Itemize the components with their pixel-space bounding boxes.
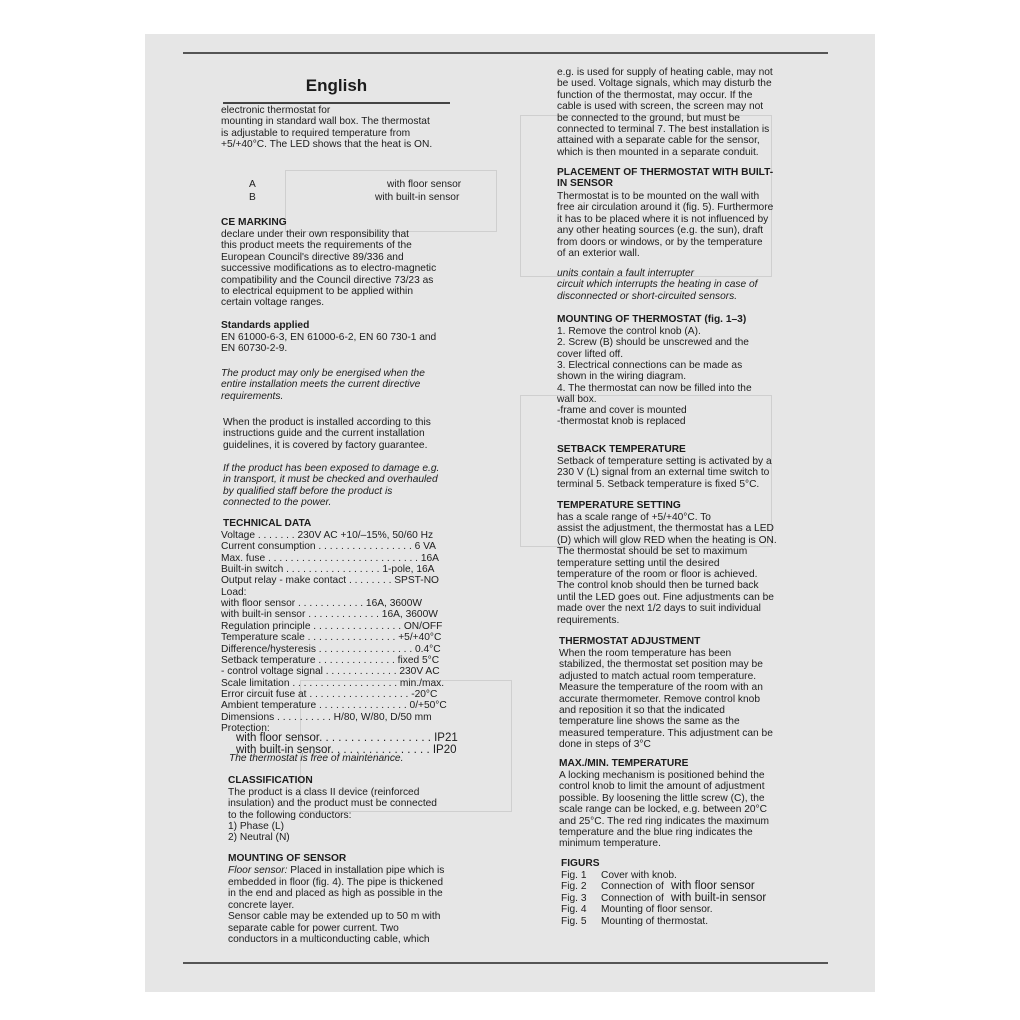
mounting-step: 2. Screw (B) should be unscrewed and the: [557, 337, 749, 349]
setting-line: made over the next 1/2 days to suit individual: [557, 603, 761, 615]
sensor-text-line: separate cable for power current. Two: [228, 922, 399, 934]
placement-line: free air circulation around it (fig. 5). Furthermore: [557, 202, 774, 214]
bottom-rule: [183, 962, 828, 964]
continued-text-line: cable is used with screen, the screen may not: [557, 101, 764, 113]
tech-data-row: Protection:: [221, 722, 270, 734]
placement-line: Thermostat is to be mounted on the wall with: [557, 191, 760, 202]
floor-sensor-label: Floor sensor:: [228, 865, 288, 876]
section-heading: IN SENSOR: [557, 178, 614, 190]
tech-data-row: Error circuit fuse at . . . . . . . . . . . . . . . . . . -20°C: [221, 688, 438, 700]
setting-line: temperature setting until the desired: [557, 557, 720, 569]
mounting-step: 3. Electrical connections can be made as: [557, 359, 743, 371]
figure-description: Cover with knob.: [601, 870, 677, 881]
continued-text-line: e.g. is used for supply of heating cable, may not: [557, 67, 773, 78]
setting-line: (D) which will glow RED when the heating is ON.: [557, 534, 777, 546]
tech-data-row: Temperature scale . . . . . . . . . . . . . . . . +5/+40°C: [221, 632, 442, 644]
protection-row: with floor sensor. . . . . . . . . . . . . . . . . . IP21: [236, 732, 458, 744]
mounting-step: wall box.: [557, 393, 597, 405]
protection-row: with built-in sensor. . . . . . . . . . . . . . . . IP20: [236, 744, 457, 756]
maxmin-line: A locking mechanism is positioned behind the: [559, 770, 765, 781]
section-heading: TEMPERATURE SETTING: [557, 500, 681, 511]
setting-line: until the LED goes out. Fine adjustments can be: [557, 591, 774, 603]
energised-note-line: requirements.: [221, 390, 284, 402]
tech-data-row: Load:: [221, 586, 247, 598]
continued-text-line: be connected to the ground, but must be: [557, 112, 740, 124]
figure-number: Fig. 5: [561, 915, 587, 927]
tech-data-row: with built-in sensor . . . . . . . . . . . . . 16A, 3600W: [221, 609, 438, 621]
section-heading: SETBACK TEMPERATURE: [557, 444, 686, 455]
maxmin-line: minimum temperature.: [559, 838, 661, 850]
setting-line: requirements.: [557, 614, 620, 626]
language-title-box: [223, 72, 450, 104]
adjustment-line: done in steps of 3°C: [559, 739, 651, 751]
intro-line: electronic thermostat for: [221, 105, 331, 116]
ce-text-line: successive modifications as to electro-magnetic: [221, 263, 437, 275]
section-heading: FIGURS: [561, 858, 600, 869]
adjustment-line: Measure the temperature of the room with an: [559, 682, 763, 694]
figure-description-large: with built-in sensor: [671, 891, 767, 904]
damage-note-line: in transport, it must be checked and overhauled: [223, 474, 438, 486]
classification-line: insulation) and the product must be connected: [228, 798, 437, 810]
section-heading: MAX./MIN. TEMPERATURE: [559, 758, 689, 769]
continued-text-line: function of the thermostat, may occur. If the: [557, 89, 753, 101]
setting-line: has a scale range of +5/+40°C. To: [557, 512, 711, 523]
setback-line: Setback of temperature setting is activated by a: [557, 456, 772, 467]
language-title: English: [305, 76, 368, 95]
top-rule: [183, 52, 828, 54]
continued-text-line: attained with a separate cable for the sensor,: [557, 135, 760, 147]
section-heading: TECHNICAL DATA: [223, 518, 312, 529]
placement-line: it has to be placed where it is not influenced by: [557, 213, 769, 225]
tech-data-row: Output relay - make contact . . . . . . . . SPST-NO: [221, 575, 439, 587]
adjustment-line: adjusted to match actual room temperature.: [559, 670, 757, 682]
tech-data-row: Voltage . . . . . . . 230V AC +10/–15%, 50/60 Hz: [221, 530, 434, 541]
standards-line: EN 60730-2-9.: [221, 343, 288, 355]
variant-code: B: [249, 192, 256, 203]
variant-desc: with floor sensor: [387, 179, 462, 190]
guarantee-line: When the product is installed according to this: [223, 417, 431, 428]
setting-line: assist the adjustment, the thermostat has a LED: [557, 523, 774, 535]
adjustment-line: and reposition it so that the indicated: [559, 705, 725, 716]
intro-line: +5/+40°C. The LED shows that the heat is ON.: [221, 139, 433, 151]
fault-note-line: circuit which interrupts the heating in case of: [557, 279, 758, 291]
placement-line: any other heating sources (e.g. the sun), draft: [557, 225, 764, 237]
standards-line: EN 61000-6-3, EN 61000-6-2, EN 60 730-1 and: [221, 332, 437, 343]
tech-data-row: Current consumption . . . . . . . . . . . . . . . . . 6 VA: [221, 541, 436, 553]
setback-line: 230 V (L) signal from an external time switch to: [557, 467, 770, 479]
placement-line: of an exterior wall.: [557, 248, 640, 259]
mounting-step: cover lifted off.: [557, 348, 624, 360]
variant-desc: with built-in sensor: [375, 192, 460, 203]
setting-line: The control knob should then be turned back: [557, 580, 759, 592]
variant-code: A: [249, 179, 256, 190]
ce-text-line: this product meets the requirements of the: [221, 240, 412, 252]
tech-data-row: Difference/hysteresis . . . . . . . . . . . . . . . . . 0.4°C: [221, 643, 441, 655]
sensor-text-line: embedded in floor (fig. 4). The pipe is thickened: [228, 877, 444, 888]
ce-text-line: compatibility and the Council directive 73/23 as: [221, 274, 434, 286]
setting-line: The thermostat should be set to maximum: [557, 546, 748, 558]
section-heading: THERMOSTAT ADJUSTMENT: [559, 636, 701, 647]
maxmin-line: and 25°C. The red ring indicates the maximum: [559, 815, 770, 827]
tech-data-row: with floor sensor . . . . . . . . . . . . 16A, 3600W: [221, 598, 422, 610]
continued-text-line: connected to terminal 7. The best installation is: [557, 124, 770, 135]
tech-data-row: Max. fuse . . . . . . . . . . . . . . . . . . . . . . . . . . . 16A: [221, 552, 439, 564]
adjustment-line: temperature line shows the same as the: [559, 716, 740, 728]
tech-data-row: Regulation principle . . . . . . . . . . . . . . . . ON/OFF: [221, 620, 443, 632]
figure-description: Connection of: [601, 881, 664, 893]
mounting-step: 1. Remove the control knob (A).: [557, 326, 701, 337]
tech-data-row: Ambient temperature . . . . . . . . . . . . . . . . 0/+50°C: [221, 700, 447, 712]
figure-number: Fig. 3: [561, 892, 587, 904]
section-heading: PLACEMENT OF THERMOSTAT WITH BUILT-: [557, 167, 774, 178]
damage-note-line: If the product has been exposed to damage e.g.: [223, 463, 440, 474]
intro-line: mounting in standard wall box. The thermostat: [221, 116, 430, 128]
tech-data-row: - control voltage signal . . . . . . . . . . . . . 230V AC: [221, 666, 440, 678]
conductor-row: 1) Phase (L): [228, 821, 285, 832]
mounting-step: shown in the wiring diagram.: [557, 371, 687, 383]
intro-line: is adjustable to required temperature from: [221, 127, 411, 139]
ce-text-line: to electrical equipment to be applied within: [221, 286, 413, 297]
adjustment-line: stabilized, the thermostat set position may be: [559, 659, 763, 671]
adjustment-line: When the room temperature has been: [559, 648, 732, 659]
continued-text-line: which is then mounted in a separate conduit.: [557, 146, 759, 158]
guarantee-line: instructions guide and the current installation: [223, 428, 425, 440]
maintenance-note: The thermostat is free of maintenance.: [229, 753, 404, 764]
figure-description: Mounting of floor sensor.: [601, 904, 713, 916]
section-heading: MOUNTING OF THERMOSTAT (fig. 1–3): [557, 314, 747, 325]
figure-number: Fig. 1: [561, 870, 587, 881]
mounting-step: 4. The thermostat can now be filled into the: [557, 382, 752, 394]
guarantee-line: guidelines, it is covered by factory guarantee.: [223, 439, 428, 451]
energised-note-line: The product may only be energised when the: [221, 368, 425, 379]
section-heading: CLASSIFICATION: [228, 775, 313, 786]
ce-text-line: European Council's directive 89/336 and: [221, 251, 404, 263]
maxmin-line: temperature and the blue ring indicates the: [559, 827, 753, 838]
placement-line: from doors or windows, or by the temperature: [557, 236, 763, 248]
damage-note-line: connected to the power.: [223, 497, 332, 509]
section-heading: Standards applied: [221, 320, 310, 331]
ce-text-line: certain voltage ranges.: [221, 297, 325, 309]
maxmin-line: scale range can be locked, e.g. between 20°C: [559, 804, 767, 816]
continued-text-line: be used. Voltage signals, which may disturb the: [557, 78, 772, 90]
section-heading: MOUNTING OF SENSOR: [228, 853, 347, 864]
tech-data-row: Scale limitation . . . . . . . . . . . . . . . . . . . min./max.: [221, 677, 445, 689]
adjustment-line: measured temperature. This adjustment can be: [559, 727, 773, 739]
sensor-first-line: [228, 865, 444, 876]
tech-data-row: Built-in switch . . . . . . . . . . . . . . . . . 1-pole, 16A: [221, 564, 435, 576]
fault-note-line: disconnected or short-circuited sensors.: [557, 290, 738, 302]
setting-line: temperature of the room or floor is achieved.: [557, 569, 758, 580]
maxmin-line: control knob to limit the amount of adjustment: [559, 781, 765, 793]
sensor-text-line: conductors in a multiconducting cable, which: [228, 934, 430, 945]
mounting-step: -frame and cover is mounted: [557, 405, 687, 417]
figure-description-large: with floor sensor: [671, 880, 755, 893]
sensor-text-line: Sensor cable may be extended up to 50 m with: [228, 911, 441, 923]
conductor-row: 2) Neutral (N): [228, 832, 290, 844]
fault-note-line: units contain a fault interrupter: [557, 268, 695, 279]
tech-data-row: Dimensions . . . . . . . . . . H/80, W/80, D/50 mm: [221, 711, 432, 723]
classification-line: The product is a class II device (reinforced: [228, 787, 420, 798]
sensor-text: Placed in installation pipe which is: [287, 865, 445, 876]
figure-description: Mounting of thermostat.: [601, 915, 709, 927]
maxmin-line: possible. By loosening the little screw (C), the: [559, 792, 765, 804]
figure-number: Fig. 2: [561, 881, 587, 893]
adjustment-line: accurate thermometer. Remove control knob: [559, 693, 761, 705]
tech-data-row: Setback temperature . . . . . . . . . . . . . . fixed 5°C: [221, 654, 440, 666]
energised-note-line: entire installation meets the current directive: [221, 379, 421, 391]
classification-line: to the following conductors:: [228, 809, 352, 821]
figure-description: Connection of: [601, 892, 664, 904]
damage-note-line: by qualified staff before the product is: [223, 485, 393, 497]
mounting-step: -thermostat knob is replaced: [557, 416, 686, 428]
section-heading: CE MARKING: [221, 217, 287, 228]
ce-text-line: declare under their own responsibility that: [221, 229, 410, 240]
figure-number: Fig. 4: [561, 904, 587, 916]
sensor-text-line: concrete layer.: [228, 899, 295, 911]
sensor-text-line: in the end and placed as high as possible in the: [228, 888, 443, 900]
setback-line: terminal 5. Setback temperature is fixed 5°C.: [557, 478, 760, 490]
